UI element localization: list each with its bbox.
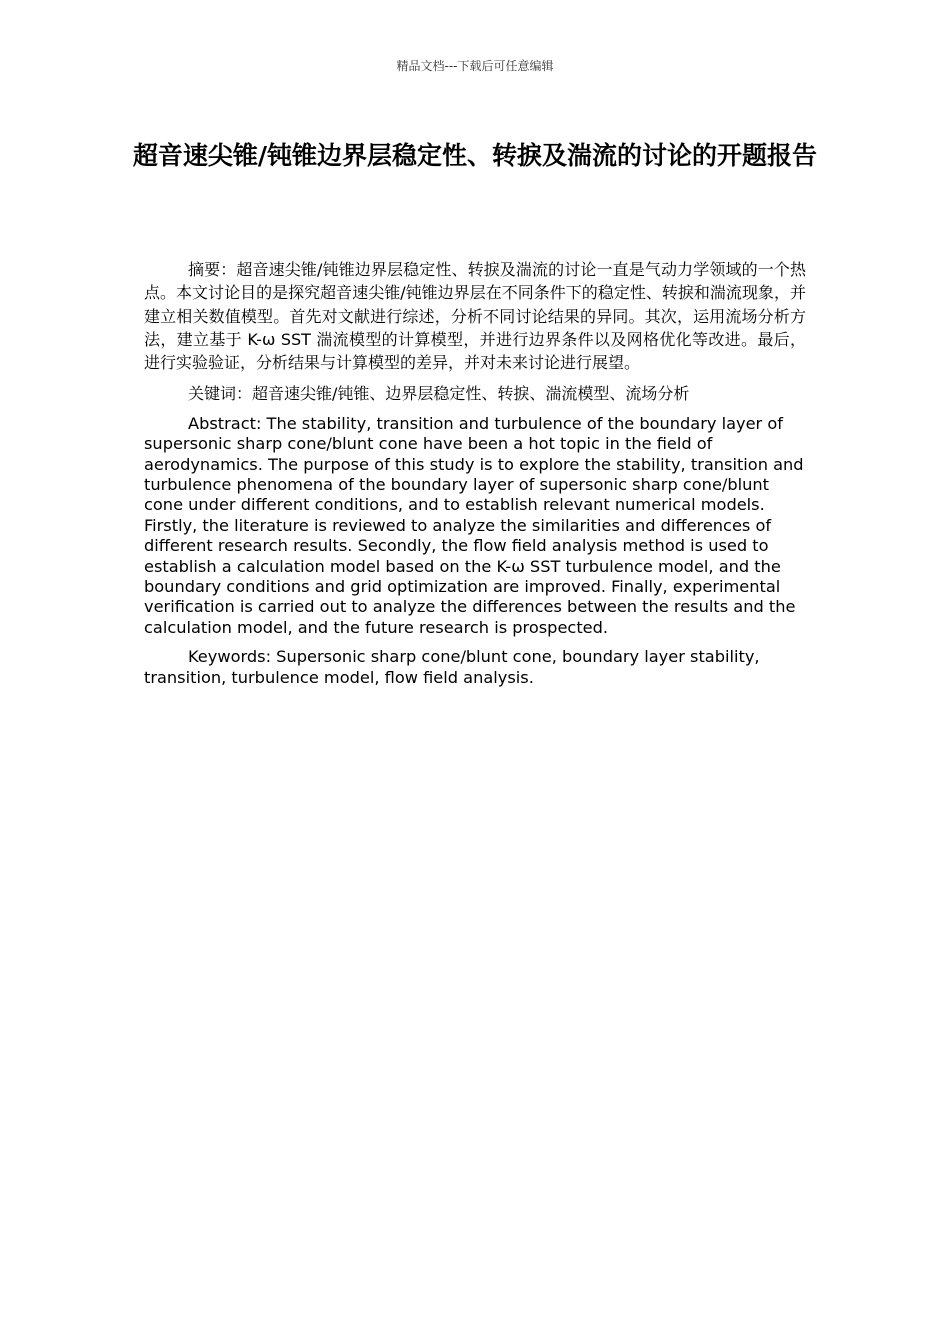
keywords-cn-paragraph: 关键词：超音速尖锥/钝锥、边界层稳定性、转捩、湍流模型、流场分析 (188, 384, 690, 404)
document-title: 超音速尖锥/钝锥边界层稳定性、转捩及湍流的讨论的开题报告 (132, 141, 818, 170)
abstract-en-paragraph: Abstract: The stability, transition and turbulence of the boundary layer of supersonic sharp cone/blunt cone have been a hot topic in the field of aerodynamics. The purpose of this study is to explore the stability, transition and turbulence phenomena of the boundary layer of supersonic sharp cone/blunt cone under different conditions, and to establish relevant numerical models. Firstly, the literature is reviewed to analyze the similarities and differences of different research results. Secondly, the flow field analysis method is used to establish a calculation model based on the K-ω SST turbulence model, and the boundary conditions and grid optimization are improved. Finally, experimental verification is carried out to analyze the differences between the results and the calculation model, and the future research is prospected. (144, 413, 804, 637)
keywords-en-paragraph: Keywords: Supersonic sharp cone/blunt cone, boundary layer stability, transition, turbulence model, flow field analysis. (144, 647, 760, 687)
page-header: 精品文档---下载后可任意编辑 (396, 59, 554, 73)
document-body (144, 258, 806, 697)
abstract-cn-paragraph: 摘要：超音速尖锥/钝锥边界层稳定性、转捩及湍流的讨论一直是气动力学领域的一个热点。本文讨论目的是探究超音速尖锥/钝锥边界层在不同条件下的稳定性、转捩和湍流现象，并建立相关数值模型。首先对文献进行综述，分析不同讨论结果的异同。其次，运用流场分析方法，建立基于 K-ω SST 湍流模型的计算模型，并进行边界条件以及网格优化等改进。最后，进行实验验证，分析结果与计算模型的差异，并对未来讨论进行展望。 (144, 260, 806, 373)
